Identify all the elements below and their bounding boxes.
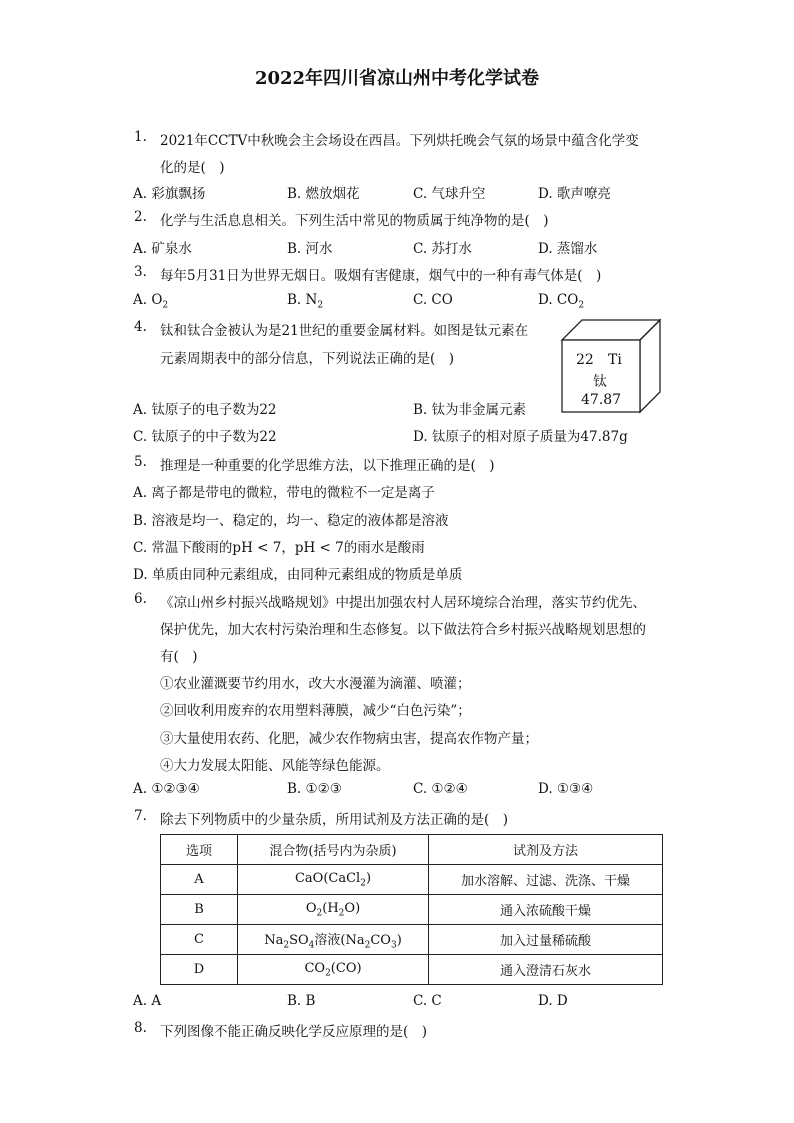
question-number: 4. [134,319,147,335]
table-header: 试剂及方法 [429,835,663,865]
option-c[interactable]: C. 苏打水 [413,241,472,257]
table-cell-mixture: $O_2(H_2O)$ [238,895,429,925]
table-cell-option: D [161,955,238,985]
option-b[interactable]: B. 溶液是均一、稳定的，均一、稳定的液体都是溶液 [133,513,449,529]
option-a[interactable]: A. 矿泉水 [133,241,192,257]
question-text: 《凉山州乡村振兴战略规划》中提出加强农村人居环境综合治理，落实节约优先、 [160,595,646,611]
question-text: 元素周期表中的部分信息，下列说法正确的是( ) [160,351,455,367]
table-cell-option: C [161,925,238,955]
table-cell-option: B [161,895,238,925]
element-symbol: Ti [608,352,622,368]
table-cell-mixture: CaO(CaCl$_2$) [238,865,429,895]
question-text: 有( ) [160,649,198,665]
question-number: 6. [134,591,147,607]
question-number: 1. [134,129,147,145]
table-row [161,955,663,985]
option-b[interactable]: B. B [287,993,316,1009]
option-d[interactable]: D. D [538,993,568,1009]
option-c[interactable]: C. C [413,993,442,1009]
table-row [161,925,663,955]
atomic-mass: 47.87 [581,392,622,408]
element-name: 钛 [593,374,607,390]
statement-item: ①农业灌溉要节约用水，改大水漫灌为滴灌、喷灌； [160,676,471,692]
option-a[interactable]: A. 钛原子的电子数为22 [133,402,277,418]
atomic-number: 22 [576,352,594,368]
table-cell-method: 加入过量稀硫酸 [429,925,663,955]
question-text: 除去下列物质中的少量杂质，所用试剂及方法正确的是( ) [160,812,509,828]
question-number: 7. [134,808,147,824]
statement-item: ④大力发展太阳能、风能等绿色能源。 [160,758,390,774]
option-b[interactable]: B. $N_2$ [287,292,324,311]
option-c[interactable]: C. 常温下酸雨的pH < 7，pH < 7的雨水是酸雨 [133,540,425,556]
table-row [161,865,663,895]
question-text: 化学与生活息息相关。下列生活中常见的物质属于纯净物的是( ) [160,213,549,229]
option-a[interactable]: A. $O_2$ [133,292,169,311]
question-text: 化的是( ) [160,160,225,176]
option-b[interactable]: B. 钛为非金属元素 [413,402,527,418]
option-d[interactable]: D. $CO_2$ [538,292,585,311]
impurity-table [160,834,663,985]
table-header: 选项 [161,835,238,865]
option-d[interactable]: D. 单质由同种元素组成，由同种元素组成的物质是单质 [133,567,463,583]
option-d[interactable]: D. 歌声嘹亮 [538,186,611,202]
table-header-row [161,835,663,865]
statement-item: ③大量使用农药、化肥，减少农作物病虫害，提高农作物产量； [160,731,538,747]
option-d[interactable]: D. 钛原子的相对原子质量为47.87g [413,429,628,445]
option-b[interactable]: B. 燃放烟花 [287,186,360,202]
option-a[interactable]: A. 彩旗飘扬 [133,186,206,202]
table-cell-mixture: $CO_2(CO)$ [238,955,429,985]
option-c[interactable]: C. ①②④ [413,781,468,797]
option-b[interactable]: B. ①②③ [287,781,342,797]
question-text: 每年5月31日为世界无烟日。吸烟有害健康，烟气中的一种有毒气体是( ) [160,268,602,284]
question-number: 8. [134,1020,147,1036]
table-cell-mixture: $Na_2SO_4$溶液$(Na_2CO_3)$ [238,925,429,955]
question-text: 下列图像不能正确反映化学反应原理的是( ) [160,1024,428,1040]
option-d[interactable]: D. ①③④ [538,781,594,797]
question-text: 保护优先，加大农村污染治理和生态修复。以下做法符合乡村振兴战略规划思想的 [160,622,646,638]
option-a[interactable]: A. 离子都是带电的微粒，带电的微粒不一定是离子 [133,485,435,501]
option-d[interactable]: D. 蒸馏水 [538,241,598,257]
option-c[interactable]: C. 气球升空 [413,186,486,202]
option-a[interactable]: A. A [133,993,162,1009]
option-c[interactable]: C. 钛原子的中子数为22 [133,429,277,445]
table-cell-method: 加水溶解、过滤、洗涤、干燥 [429,865,663,895]
option-c[interactable]: C. CO [413,292,453,308]
table-cell-method: 通入浓硫酸干燥 [429,895,663,925]
statement-item: ②回收利用废弃的农用塑料薄膜，减少“白色污染”； [160,703,471,719]
question-text: 推理是一种重要的化学思维方法，以下推理正确的是( ) [160,458,495,474]
question-text: 2021年CCTV中秋晚会主会场设在西昌。下列烘托晚会气氛的场景中蕴含化学变 [160,133,639,149]
question-number: 3. [134,264,147,280]
table-header: 混合物(括号内为杂质) [238,835,429,865]
table-cell-method: 通入澄清石灰水 [429,955,663,985]
table-cell-option: A [161,865,238,895]
question-text: 钛和钛合金被认为是21世纪的重要金属材料。如图是钛元素在 [160,323,529,339]
option-a[interactable]: A. ①②③④ [133,781,200,797]
question-number: 2. [134,209,147,225]
question-number: 5. [134,454,147,470]
table-row [161,895,663,925]
option-b[interactable]: B. 河水 [287,241,333,257]
page-title: 2022年四川省凉山州中考化学试卷 [254,68,540,89]
